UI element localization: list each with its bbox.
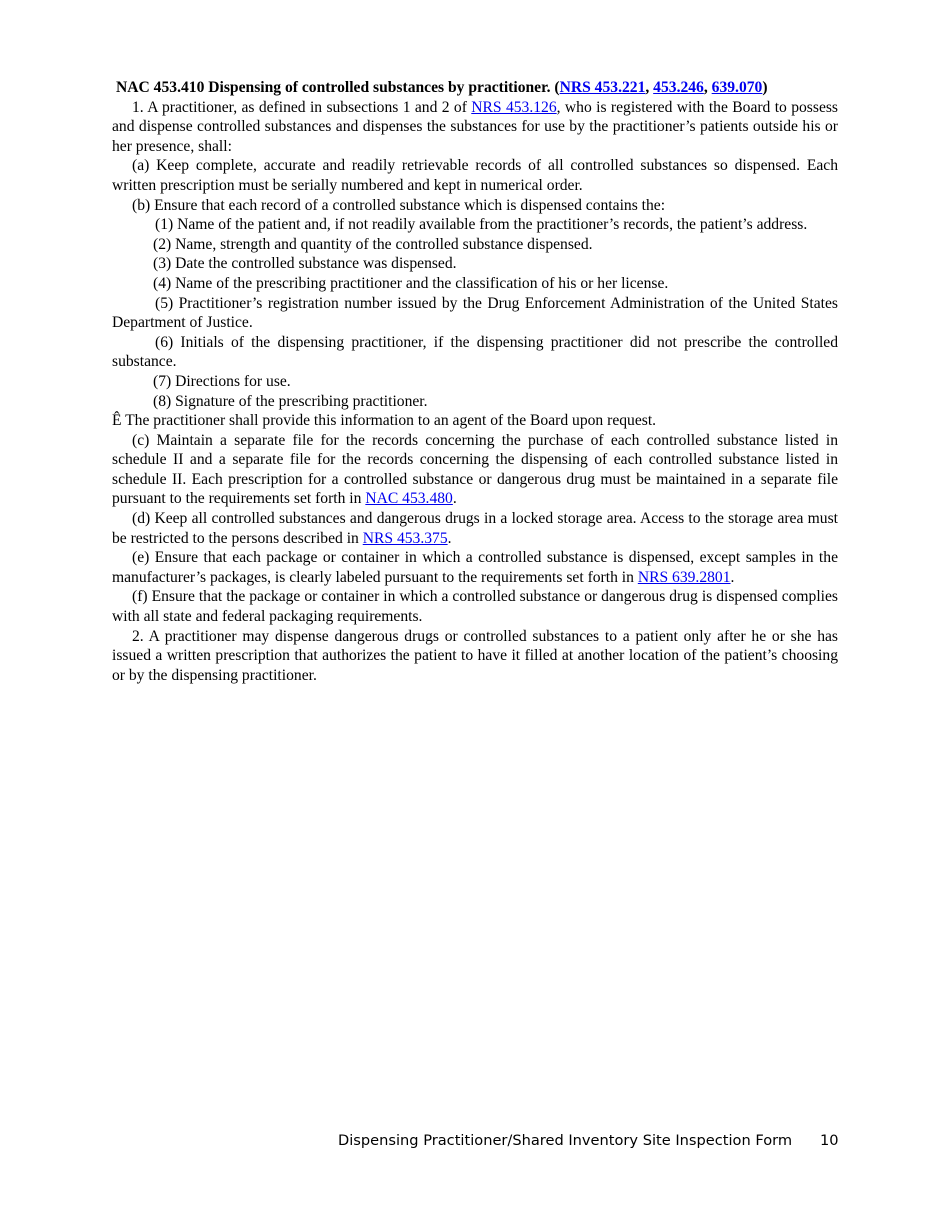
item-b5: (5) Practitioner’s registration number issued by the Drug Enforcement Administration of the United States Department of Justice. [112, 294, 838, 332]
item-b1: (1) Name of the patient and, if not readily available from the practitioner’s records, the patient’s address. [155, 216, 808, 234]
ref-link-nrs-639-2801[interactable]: NRS 639.2801 [637, 568, 731, 586]
paragraph-1b: (b) Ensure that each record of a controlled substance which is dispensed contains the: [132, 196, 666, 214]
paragraph-1f: (f) Ensure that the package or container in which a controlled substance or dangerous drug is dispensed complies with all state and federal packaging requirements. [112, 588, 838, 626]
paragraph-1 [112, 98, 838, 157]
ref-link-nrs-453-221[interactable]: NRS 453.221 [559, 79, 646, 96]
paragraph-1c-text: (c) Maintain a separate file for the records concerning the purchase of each controlled substance listed in schedule II and a separate file for the records concerning the dispensing of each controlled substance listed in schedule II. Each prescription for a controlled substance or dangerous drug must be maintained in a separate file pursuant to the requirements set forth in [112, 431, 838, 508]
ref-link-639-070[interactable]: 639.070 [711, 79, 763, 96]
item-b7: (7) Directions for use. [153, 372, 291, 390]
paragraph-2: 2. A practitioner may dispense dangerous drugs or controlled substances to a patient only after he or she has issued a written prescription that authorizes the patient to have it filled at another location of the patient’s choosing or by the dispensing practitioner. [112, 627, 838, 684]
paragraph-1d-text: (d) Keep all controlled substances and dangerous drugs in a locked storage area. Access to the storage area must be restricted to the persons described in [112, 510, 838, 547]
ref-separator: , [645, 79, 654, 96]
paragraph-1e [112, 548, 838, 587]
paragraph-1-text: 1. A practitioner, as defined in subsections 1 and 2 of [132, 98, 472, 116]
board-request-note: Ê The practitioner shall provide this information to an agent of the Board upon request. [112, 412, 657, 430]
paragraph-1e-text: (e) Ensure that each package or container in which a controlled substance is dispensed, except samples in the manufacturer’s packages, is clearly labeled pursuant to the requirements set forth in [112, 549, 838, 586]
paragraph-1c-period: . [452, 490, 457, 508]
open-paren: ( [550, 79, 560, 96]
ref-link-nrs-453-375[interactable]: NRS 453.375 [362, 529, 448, 547]
item-b4: (4) Name of the prescribing practitioner and the classification of his or her license. [153, 274, 669, 292]
ref-link-453-246[interactable]: 453.246 [653, 79, 704, 96]
page-footer [338, 1132, 838, 1149]
ref-separator: , [703, 79, 712, 96]
ref-link-nrs-453-126[interactable]: NRS 453.126 [471, 98, 557, 116]
paragraph-1d [112, 509, 838, 548]
paragraph-1a: (a) Keep complete, accurate and readily retrievable records of all controlled substances so dispensed. Each written prescription must be serially numbered and kept in numerical order. [112, 157, 838, 194]
item-b2: (2) Name, strength and quantity of the controlled substance dispensed. [153, 235, 593, 253]
section-heading [112, 78, 838, 98]
document-body [112, 78, 838, 685]
item-b8: (8) Signature of the prescribing practitioner. [153, 392, 428, 410]
ref-link-nac-453-480[interactable]: NAC 453.480 [365, 490, 453, 508]
paragraph-1-text-cont: , who is registered with the Board to possess and dispense controlled substances and dispenses the substances for use by the practitioner’s patients outside his or her presence, shall: [112, 98, 839, 155]
close-paren: ) [762, 79, 768, 96]
paragraph-1d-period: . [447, 529, 452, 547]
page-number: 10 [820, 1132, 839, 1149]
paragraph-1e-period: . [730, 568, 735, 586]
item-b3: (3) Date the controlled substance was dispensed. [153, 255, 457, 273]
footer-title: Dispensing Practitioner/Shared Inventory Site Inspection Form [338, 1132, 793, 1149]
item-b6: (6) Initials of the dispensing practitioner, if the dispensing practitioner did not prescribe the controlled substance. [112, 333, 838, 371]
section-title: NAC 453.410 Dispensing of controlled substances by practitioner. [116, 79, 551, 96]
paragraph-1c [112, 431, 838, 509]
